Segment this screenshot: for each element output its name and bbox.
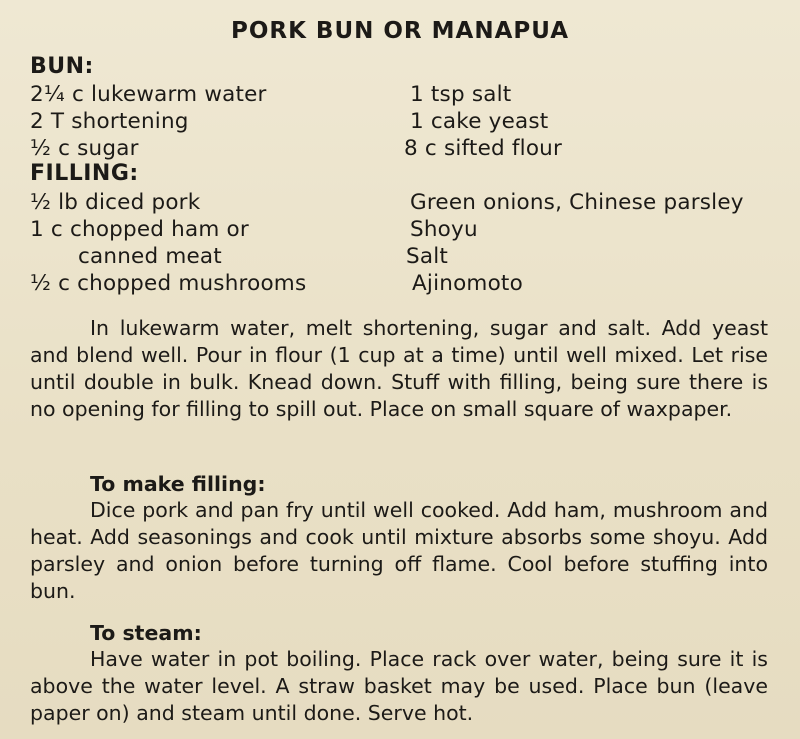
- filling-ingredient: Green onions, Chinese parsley: [410, 190, 744, 215]
- filling-ingredient: Salt: [406, 244, 449, 269]
- steam-heading: To steam:: [90, 621, 202, 645]
- instructions-paragraph: In lukewarm water, melt shortening, sugar and salt. Add yeast and blend well. Pour in flour (1 cup at a time) until well mixed. Let rise until double in bulk. Knead down. Stuff with filling, being sure there is no opening for filling to spill out. Place on small square of waxpaper.: [30, 316, 768, 421]
- filling-ingredient: ½ lb diced pork: [30, 190, 201, 215]
- bun-ingredient: 2 T shortening: [30, 109, 189, 134]
- bun-heading: BUN:: [30, 54, 94, 79]
- filling-ingredient: canned meat: [78, 244, 222, 269]
- steam-paragraph: Have water in pot boiling. Place rack over water, being sure it is above the water level. A straw basket may be used. Place bun (leave paper on) and steam until done. Serve hot.: [30, 647, 768, 725]
- bun-ingredient: 2¼ c lukewarm water: [30, 82, 267, 107]
- bun-ingredient: 1 cake yeast: [410, 109, 549, 134]
- filling-ingredient: Ajinomoto: [412, 271, 523, 296]
- filling-ingredient: Shoyu: [410, 217, 478, 242]
- make-filling-heading: To make filling:: [90, 472, 266, 496]
- bun-ingredient: 8 c sifted flour: [404, 136, 563, 161]
- filling-ingredient: 1 c chopped ham or: [30, 217, 249, 242]
- bun-ingredient: ½ c sugar: [30, 136, 139, 161]
- filling-ingredient: ½ c chopped mushrooms: [30, 271, 307, 296]
- filling-heading: FILLING:: [30, 161, 139, 186]
- make-filling-paragraph: Dice pork and pan fry until well cooked. Add ham, mushroom and heat. Add seasonings and cook until mixture absorbs some shoyu. Add parsley and onion before turning off flame. Cool before stuffing into bun.: [30, 498, 768, 603]
- bun-ingredient: 1 tsp salt: [410, 82, 512, 107]
- recipe-title: PORK BUN OR MANAPUA: [230, 18, 570, 44]
